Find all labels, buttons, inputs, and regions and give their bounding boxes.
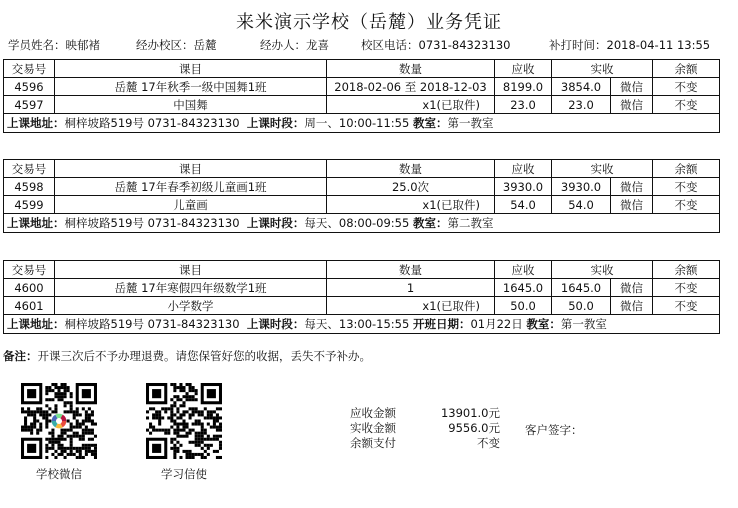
- record-table-2: [3, 159, 720, 233]
- quantity: 25.0次: [327, 178, 495, 196]
- course: 中国舞: [55, 96, 327, 114]
- customer-signature-label: 客户签字：: [525, 423, 583, 437]
- amount-due: 8199.0: [495, 78, 552, 96]
- classroom: 第二教室: [447, 216, 494, 230]
- header-id: 交易号: [4, 60, 55, 78]
- amount-paid: 54.0: [552, 196, 611, 214]
- address-row: [4, 315, 720, 334]
- header-paid: 实收: [552, 60, 653, 78]
- table-row: [4, 297, 720, 315]
- address: 桐梓坡路519号 0731-84323130: [64, 116, 240, 130]
- pay-method: 微信: [611, 196, 653, 214]
- class-time: 周一、10:00-11:55: [304, 116, 410, 130]
- balance-payment-label: 余额支付: [350, 436, 396, 450]
- qr-caption-school-wechat: 学校微信: [36, 467, 82, 481]
- txn-id: 4601: [4, 297, 55, 315]
- course: 儿童画: [55, 196, 327, 214]
- document-title: 来米演示学校（岳麓）业务凭证: [236, 12, 502, 33]
- txn-id: 4599: [4, 196, 55, 214]
- total-due-row: [350, 405, 500, 420]
- balance: 不变: [653, 297, 720, 315]
- course: 岳麓 17年春季初级儿童画1班: [55, 178, 327, 196]
- qr-code-icon: [146, 383, 222, 459]
- amount-paid: 23.0: [552, 96, 611, 114]
- header-balance: 余额: [653, 261, 720, 279]
- remark-text: 开课三次后不予办理退费。请您保管好您的收据，丢失不予补办。: [37, 349, 371, 363]
- address: 桐梓坡路519号 0731-84323130: [64, 317, 240, 331]
- table-row: [4, 78, 720, 96]
- remark: [3, 348, 371, 364]
- txn-id: 4598: [4, 178, 55, 196]
- pay-method: 微信: [611, 96, 653, 114]
- room-label: 教室：: [412, 216, 448, 230]
- header-paid: 实收: [552, 261, 653, 279]
- address-row: [4, 114, 720, 133]
- time-label: 上课时段：: [246, 116, 305, 130]
- balance: 不变: [653, 96, 720, 114]
- header-balance: 余额: [653, 160, 720, 178]
- record-table-1: [3, 59, 720, 133]
- txn-id: 4596: [4, 78, 55, 96]
- header-due: 应收: [495, 160, 552, 178]
- balance: 不变: [653, 196, 720, 214]
- pay-method: 微信: [611, 279, 653, 297]
- address-label: 上课地址：: [7, 216, 65, 230]
- amount-due: 3930.0: [495, 178, 552, 196]
- quantity: 2018-02-06 至 2018-12-03: [327, 78, 495, 96]
- amount-paid: 50.0: [552, 297, 611, 315]
- print-time: 补打时间：2018-04-11 13:55: [549, 38, 711, 52]
- header-due: 应收: [495, 60, 552, 78]
- table-row: [4, 279, 720, 297]
- address: 桐梓坡路519号 0731-84323130: [64, 216, 240, 230]
- total-paid-value: 9556.0元: [448, 421, 500, 435]
- txn-id: 4597: [4, 96, 55, 114]
- quantity: x1(已取件): [327, 297, 495, 315]
- amount-due: 54.0: [495, 196, 552, 214]
- remark-label: 备注：: [3, 349, 38, 363]
- table-row: [4, 196, 720, 214]
- total-paid-row: [350, 420, 500, 435]
- total-due-value: 13901.0元: [440, 406, 500, 420]
- address-label: 上课地址：: [7, 317, 65, 331]
- quantity: x1(已取件): [327, 96, 495, 114]
- header-course: 课目: [55, 60, 327, 78]
- header-due: 应收: [495, 261, 552, 279]
- totals: [350, 405, 500, 450]
- amount-due: 50.0: [495, 297, 552, 315]
- campus-phone: 校区电话：0731-84323130: [361, 38, 511, 52]
- balance: 不变: [653, 279, 720, 297]
- balance-payment-value: 不变: [477, 436, 500, 450]
- handler: 经办人：龙喜: [260, 38, 329, 52]
- header-row: [4, 261, 720, 279]
- classroom: 第一教室: [560, 317, 607, 331]
- header-row: [4, 160, 720, 178]
- record-table-3: [3, 260, 720, 334]
- header-id: 交易号: [4, 261, 55, 279]
- header-row: [4, 60, 720, 78]
- quantity: x1(已取件): [327, 196, 495, 214]
- header-paid: 实收: [552, 160, 653, 178]
- start-date: 01月22日: [470, 317, 523, 331]
- student-name: 学员姓名：映郁褚: [8, 38, 100, 52]
- time-label: 上课时段：: [246, 216, 305, 230]
- campus: 经办校区：岳麓: [136, 38, 217, 52]
- total-paid-label: 实收金额: [350, 421, 396, 435]
- balance-payment-row: [350, 435, 500, 450]
- table-row: [4, 178, 720, 196]
- address-label: 上课地址：: [7, 116, 65, 130]
- address-row: [4, 214, 720, 233]
- amount-due: 23.0: [495, 96, 552, 114]
- txn-id: 4600: [4, 279, 55, 297]
- class-time: 每天、08:00-09:55: [304, 216, 410, 230]
- balance: 不变: [653, 78, 720, 96]
- amount-due: 1645.0: [495, 279, 552, 297]
- header-qty: 数量: [327, 160, 495, 178]
- header-course: 课目: [55, 261, 327, 279]
- total-due-label: 应收金额: [350, 406, 396, 420]
- qr-caption-study-messenger: 学习信使: [161, 467, 207, 481]
- room-label: 教室：: [526, 317, 561, 331]
- header-qty: 数量: [327, 261, 495, 279]
- table-row: [4, 96, 720, 114]
- classroom: 第一教室: [447, 116, 494, 130]
- header-balance: 余额: [653, 60, 720, 78]
- course: 小学数学: [55, 297, 327, 315]
- start-label: 开班日期：: [412, 317, 471, 331]
- header-qty: 数量: [327, 60, 495, 78]
- class-time: 每天、13:00-15:55: [304, 317, 410, 331]
- amount-paid: 1645.0: [552, 279, 611, 297]
- pay-method: 微信: [611, 297, 653, 315]
- pay-method: 微信: [611, 78, 653, 96]
- course: 岳麓 17年寒假四年级数学1班: [55, 279, 327, 297]
- room-label: 教室：: [412, 116, 448, 130]
- amount-paid: 3854.0: [552, 78, 611, 96]
- course: 岳麓 17年秋季一级中国舞1班: [55, 78, 327, 96]
- quantity: 1: [327, 279, 495, 297]
- header-course: 课目: [55, 160, 327, 178]
- amount-paid: 3930.0: [552, 178, 611, 196]
- qr-code-icon: [21, 383, 97, 459]
- header-id: 交易号: [4, 160, 55, 178]
- pay-method: 微信: [611, 178, 653, 196]
- balance: 不变: [653, 178, 720, 196]
- time-label: 上课时段：: [246, 317, 305, 331]
- info-line: [8, 37, 730, 51]
